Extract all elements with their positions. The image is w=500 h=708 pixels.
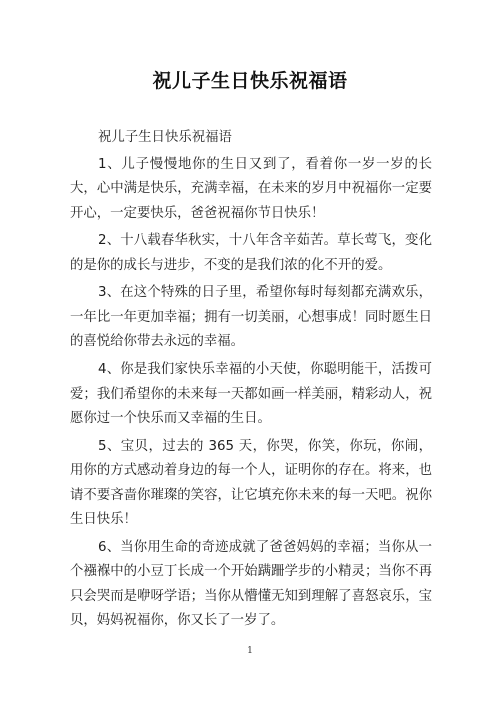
paragraph-4: 4、你是我们家快乐幸福的小天使，你聪明能干，活拨可爱；我们希望你的未来每一天都如画一样美丽，精彩动人，祝愿你过一个快乐而又幸福的生日。 [70, 362, 432, 427]
paragraph-1: 1、儿子慢慢地你的生日又到了，看着你一岁一岁的长大，心中满是快乐，充满幸福，在未来的岁月中祝福你一定要开心，一定要快乐，爸爸祝福你节日快乐！ [70, 156, 432, 221]
paragraph-5: 5、宝贝，过去的 365 天，你哭，你笑，你玩，你闹，用你的方式感动着身边的每一个人，证明你的存在。将来，也请不要吝啬你璀璨的笑容，让它填充你未来的每一天吧。祝你生日快乐！ [70, 438, 432, 528]
paragraph-2: 2、十八载春华秋实，十八年含辛茹苦。草长莺飞，变化的是你的成长与进步，不变的是我们浓的化不开的爱。 [70, 233, 432, 273]
document-body [70, 126, 432, 637]
page-number: 1 [247, 646, 253, 656]
paragraph-6: 6、当你用生命的奇迹成就了爸爸妈妈的幸福；当你从一个襁褓中的小豆丁长成一个开始蹒跚学步的小精灵；当你不再只会哭而是咿呀学语；当你从懵懂无知到理解了喜怒哀乐，宝贝，妈妈祝福你，你又长了一岁了。 [70, 539, 432, 629]
document-title: 祝儿子生日快乐祝福语 [152, 70, 348, 92]
paragraph-3: 3、在这个特殊的日子里，希望你每时每刻都充满欢乐，一年比一年更加幸福；拥有一切美丽，心想事成！同时愿生日的喜悦给你带去永远的幸福。 [70, 285, 432, 350]
document-subtitle: 祝儿子生日快乐祝福语 [98, 130, 232, 145]
